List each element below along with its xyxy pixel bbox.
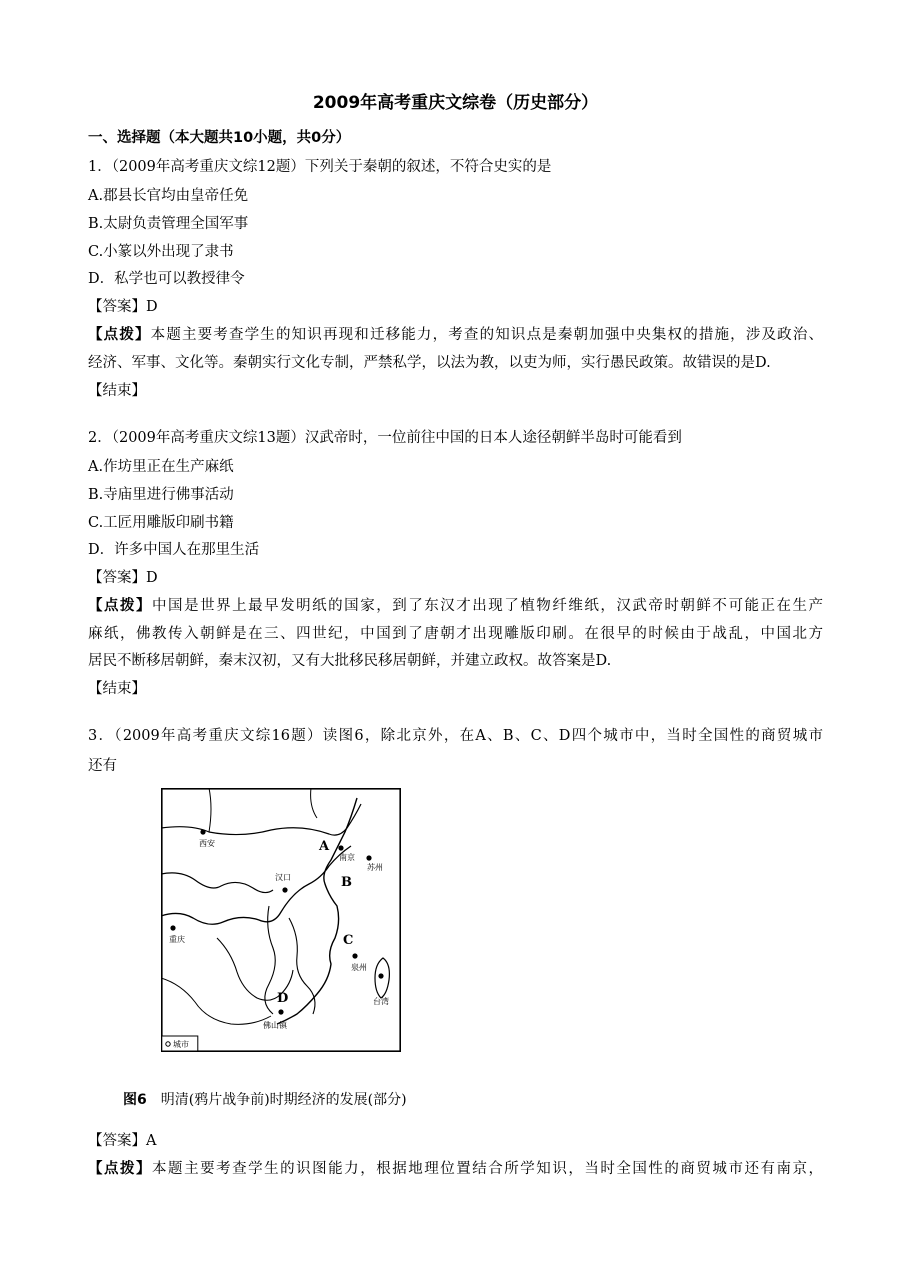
q1-option-d: D．私学也可以教授律令 — [88, 271, 245, 287]
marker-b: B — [341, 875, 352, 890]
q1-option-a: A.郡县长官均由皇帝任免 — [88, 188, 249, 204]
label-taiwan: 台湾 — [373, 997, 389, 1006]
city-marker-xian — [200, 829, 205, 834]
q3-hint-text-1: 本题主要考查学生的识图能力，根据地理位置结合所学知识，当时全国性的商贸城市还有南京， — [152, 1161, 823, 1177]
city-marker-foshan — [278, 1009, 283, 1014]
q2-answer-value: D — [146, 570, 158, 586]
hint-tag: 【点拨】 — [88, 598, 153, 614]
q1-hint-line-2: 经济、军事、文化等。秦朝实行文化专制，严禁私学，以法为教，以吏为师，实行愚民政策。故错误的是D. — [88, 355, 771, 371]
q3-answer-value: A — [146, 1133, 157, 1149]
label-quanzhou: 泉州 — [351, 963, 367, 972]
figure-caption-text: 明清(鸦片战争前)时期经济的发展(部分) — [160, 1092, 407, 1108]
q3-answer — [88, 1131, 156, 1151]
q2-option-b: B.寺庙里进行佛事活动 — [88, 487, 234, 503]
q1-option-b: B.太尉负责管理全国军事 — [88, 216, 249, 232]
hint-tag: 【点拨】 — [88, 1161, 153, 1177]
document-title: 2009年高考重庆文综卷（历史部分） — [312, 93, 599, 113]
figure-6-map — [161, 788, 401, 1052]
q1-option-c: C.小篆以外出现了隶书 — [88, 244, 234, 260]
q2-option-d: D．许多中国人在那里生活 — [88, 542, 260, 558]
q1-end: 【结束】 — [88, 383, 146, 399]
city-marker-taiwan — [378, 973, 383, 978]
marker-a: A — [319, 839, 330, 854]
q1-stem: 1．（2009年高考重庆文综12题）下列关于秦朝的叙述，不符合史实的是 — [88, 159, 552, 175]
label-foshan: 佛山镇 — [263, 1021, 287, 1030]
q2-answer — [88, 568, 158, 588]
city-marker-nanjing — [338, 845, 343, 850]
answer-tag: 【答案】 — [88, 570, 146, 586]
q2-hint-line-2: 麻纸，佛教传入朝鲜是在三、四世纪，中国到了唐朝才出现雕版印刷。在很早的时候由于战乱，中国北方 — [88, 626, 823, 642]
label-xian: 西安 — [199, 839, 215, 848]
label-suzhou: 苏州 — [367, 863, 383, 872]
answer-tag: 【答案】 — [88, 299, 146, 315]
label-chongqing: 重庆 — [169, 935, 185, 944]
q1-hint-line-1 — [88, 325, 823, 345]
q3-stem-line-2: 还有 — [88, 758, 117, 774]
q3-hint-line-1 — [88, 1159, 823, 1179]
q2-hint-line-1 — [88, 596, 823, 616]
label-nanjing: 南京 — [339, 853, 355, 862]
marker-d: D — [277, 991, 289, 1006]
figure-number: 图6 — [123, 1092, 147, 1108]
legend-label: 城市 — [173, 1040, 189, 1049]
marker-c: C — [343, 933, 354, 948]
city-marker-chongqing — [170, 925, 175, 930]
city-marker-hankou — [282, 887, 287, 892]
city-marker-suzhou — [366, 855, 371, 860]
hint-tag: 【点拨】 — [88, 327, 151, 343]
q2-end: 【结束】 — [88, 681, 146, 697]
section-heading: 一、选择题（本大题共10小题，共0分） — [88, 130, 351, 146]
city-marker-quanzhou — [352, 953, 357, 958]
q2-hint-text-1: 中国是世界上最早发明纸的国家，到了东汉才出现了植物纤维纸，汉武帝时朝鲜不可能正在生产 — [152, 598, 823, 614]
q2-stem: 2．（2009年高考重庆文综13题）汉武帝时，一位前往中国的日本人途径朝鲜半岛时可能看到 — [88, 430, 682, 446]
q2-option-c: C.工匠用雕版印刷书籍 — [88, 515, 234, 531]
figure-caption — [123, 1089, 407, 1109]
q3-stem-line-1: 3．（2009年高考重庆文综16题）读图6，除北京外，在A、B、C、D四个城市中，当时全国性的商贸城市 — [88, 728, 823, 744]
q2-hint-line-3: 居民不断移居朝鲜，秦末汉初，又有大批移民移居朝鲜，并建立政权。故答案是D. — [88, 653, 612, 669]
answer-tag: 【答案】 — [88, 1133, 146, 1149]
q1-hint-text-1: 本题主要考查学生的知识再现和迁移能力，考查的知识点是秦朝加强中央集权的措施，涉及政治、 — [150, 327, 824, 343]
q1-answer-value: D — [146, 299, 158, 315]
label-hankou: 汉口 — [275, 873, 291, 882]
q1-answer — [88, 297, 158, 317]
q2-option-a: A.作坊里正在生产麻纸 — [88, 459, 234, 475]
